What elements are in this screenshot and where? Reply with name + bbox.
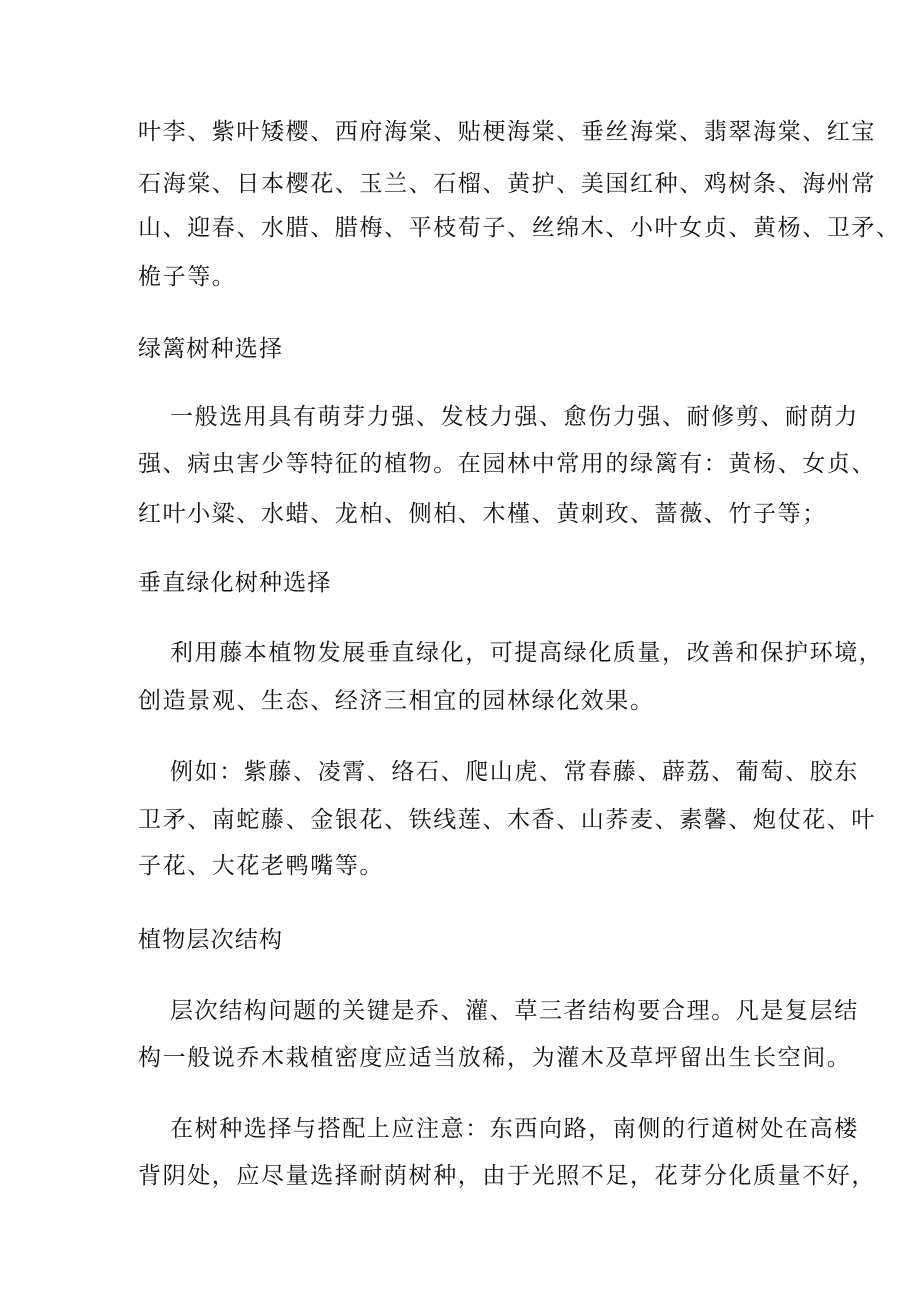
paragraph-line: 例如：紫藤、凌霄、络石、爬山虎、常春藤、薜荔、葡萄、胶东 — [170, 759, 859, 785]
paragraph-line: 叶李、紫叶矮樱、西府海棠、贴梗海棠、垂丝海棠、翡翠海棠、红宝 — [138, 119, 876, 145]
paragraph-line: 红叶小粱、水蜡、龙柏、侧柏、木槿、黄刺玫、蔷薇、竹子等； — [138, 501, 827, 527]
paragraph-line: 利用藤本植物发展垂直绿化，可提高绿化质量，改善和保护环境， — [170, 640, 884, 666]
section-heading: 垂直绿化树种选择 — [138, 570, 332, 596]
paragraph-line: 构一般说乔木栽植密度应适当放稀，为灌木及草坪留出生长空间。 — [138, 1045, 852, 1071]
paragraph-line: 创造景观、生态、经济三相宜的园林绿化效果。 — [138, 688, 655, 714]
paragraph-line: 桅子等。 — [138, 264, 237, 290]
paragraph-line: 子花、大花老鸭嘴等。 — [138, 853, 384, 879]
paragraph-line: 卫矛、南蛇藤、金银花、铁线莲、木香、山荞麦、素馨、炮仗花、叶 — [138, 807, 876, 833]
section-heading: 植物层次结构 — [138, 927, 284, 953]
paragraph-line: 背阴处，应尽量选择耐荫树种，由于光照不足，花芽分化质量不好， — [138, 1163, 876, 1189]
paragraph-line: 石海棠、日本樱花、玉兰、石榴、黄护、美国红种、鸡树条、海州常 — [138, 171, 876, 197]
section-heading: 绿篱树种选择 — [138, 336, 284, 362]
paragraph-line: 山、迎春、水腊、腊梅、平枝荀子、丝绵木、小叶女贞、黄杨、卫矛、 — [138, 215, 901, 241]
paragraph-line: 强、病虫害少等特征的植物。在园林中常用的绿篱有：黄杨、女贞、 — [138, 451, 876, 477]
paragraph-line: 层次结构问题的关键是乔、灌、草三者结构要合理。凡是复层结 — [170, 998, 859, 1024]
paragraph-line: 在树种选择与搭配上应注意：东西向路，南侧的行道树处在高楼 — [170, 1116, 859, 1142]
paragraph-line: 一般选用具有萌芽力强、发枝力强、愈伤力强、耐修剪、耐荫力 — [170, 404, 859, 430]
